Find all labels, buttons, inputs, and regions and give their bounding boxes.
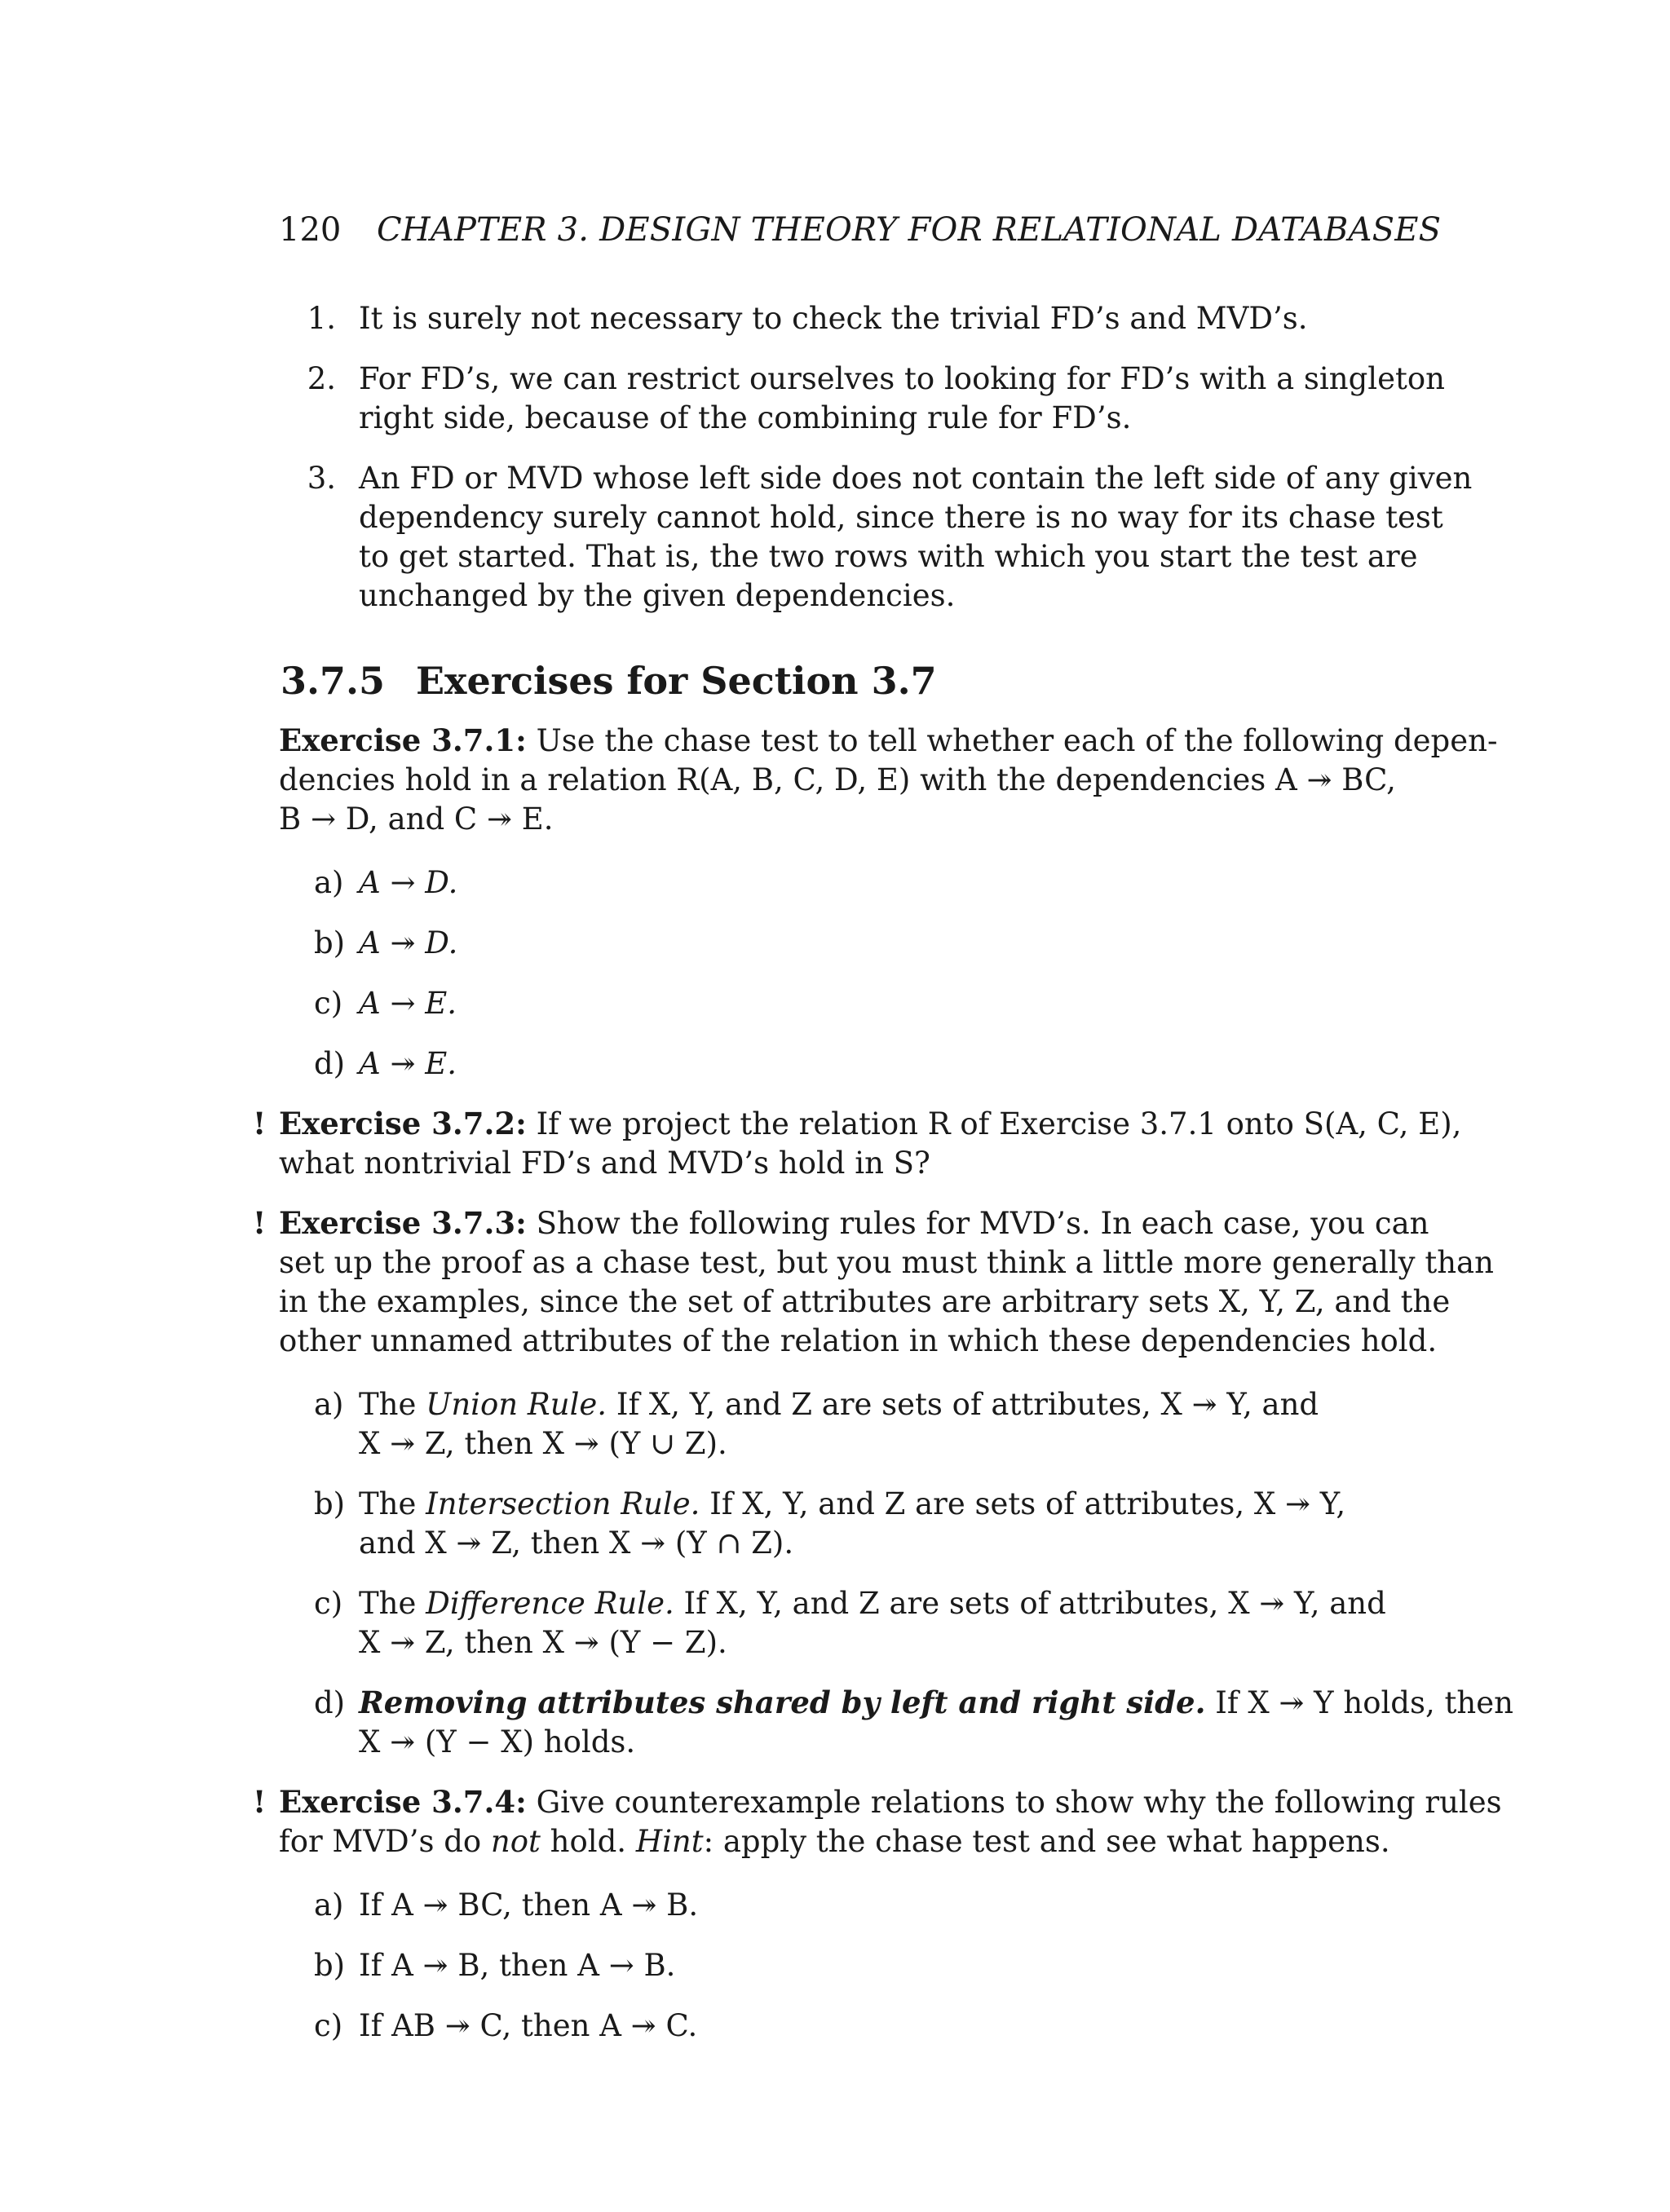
subitem-text-pre: The (359, 1486, 426, 1521)
subitem-label: a) (314, 1887, 344, 1923)
subitem-text: X ↠ (Y − X) holds. (359, 1724, 636, 1759)
subitem-text-pre: The (359, 1586, 426, 1621)
subitem-text (359, 1387, 1319, 1422)
exercise-text: B → D, and C ↠ E. (279, 801, 554, 837)
list-item-text: right side, because of the combining rule for FD’s. (359, 400, 1132, 435)
rule-name: Intersection Rule. (426, 1486, 700, 1521)
subitem-text (359, 1684, 1513, 1720)
exercise-text: If we project the relation R of Exercise 3.7.1 onto S(A, C, E), (536, 1106, 1462, 1141)
exercise-label: Exercise 3.7.4: (279, 1784, 527, 1820)
rule-name: Removing attributes shared by left and right side. (359, 1684, 1206, 1720)
subitem-text: If A ↠ BC, then A ↠ B. (359, 1887, 699, 1923)
text-run: for MVD’s do (279, 1824, 491, 1859)
exercise-label: Exercise 3.7.1: (279, 722, 527, 758)
chapter-title: CHAPTER 3. DESIGN THEORY FOR RELATIONAL DATABASES (377, 211, 1442, 249)
subitem-label: b) (314, 1486, 346, 1521)
subitem-text: If A ↠ B, then A → B. (359, 1948, 676, 1983)
subitem-text-rest: If X, Y, and Z are sets of attributes, X ↠ Y, and (674, 1586, 1386, 1621)
exercise-3-7-3 (279, 1205, 1429, 1241)
exercise-text: Give counterexample relations to show why the following rules (536, 1785, 1502, 1820)
exercise-text (279, 1826, 1390, 1857)
list-item-text: An FD or MVD whose left side does not contain the left side of any given (359, 461, 1473, 496)
list-item-number: 1. (307, 301, 336, 336)
subitem-text-rest: If X, Y, and Z are sets of attributes, X ↠ Y, (700, 1486, 1346, 1521)
exercise-3-7-1 (279, 722, 1498, 758)
subitem-text: A → D. (359, 865, 458, 900)
list-item-text: dependency surely cannot hold, since there is no way for its chase test (359, 500, 1443, 535)
subitem-text: A ↠ E. (359, 1046, 457, 1081)
list-item-text: to get started. That is, the two rows with which you start the test are (359, 539, 1418, 574)
section-number: 3.7.5 (281, 659, 386, 703)
section-title: Exercises for Section 3.7 (416, 659, 937, 703)
rule-name: Difference Rule. (426, 1586, 674, 1621)
list-item-text: unchanged by the given dependencies. (359, 578, 956, 613)
exercise-text: what nontrivial FD’s and MVD’s hold in S? (279, 1146, 930, 1181)
subitem-label: a) (314, 1387, 344, 1422)
exercise-text: Use the chase test to tell whether each of the following depen- (536, 723, 1498, 758)
subitem-text-rest: If X, Y, and Z are sets of attributes, X ↠ Y, and (607, 1387, 1319, 1422)
list-item-number: 3. (307, 461, 336, 496)
rule-name: Union Rule. (426, 1387, 607, 1422)
difficulty-mark: ! (253, 1784, 267, 1820)
list-item-text: For FD’s, we can restrict ourselves to looking for FD’s with a singleton (359, 361, 1445, 396)
exercise-text: other unnamed attributes of the relation in which these dependencies hold. (279, 1323, 1438, 1358)
subitem-label: a) (314, 865, 344, 900)
exercise-text: dencies hold in a relation R(A, B, C, D, E) with the dependencies A ↠ BC, (279, 762, 1396, 797)
subitem-label: c) (314, 986, 343, 1021)
subitem-text: and X ↠ Z, then X ↠ (Y ∩ Z). (359, 1525, 794, 1561)
subitem-text-pre: The (359, 1387, 426, 1422)
subitem-text: A ↠ D. (359, 925, 458, 960)
subitem-label: d) (314, 1685, 346, 1720)
subitem-text: If AB ↠ C, then A ↠ C. (359, 2008, 698, 2043)
subitem-label: b) (314, 925, 346, 960)
subitem-text-rest: If X ↠ Y holds, then (1205, 1685, 1513, 1720)
subitem-text: X ↠ Z, then X ↠ (Y − Z). (359, 1625, 727, 1660)
text-run: hold. (540, 1824, 636, 1859)
exercise-text: in the examples, since the set of attributes are arbitrary sets X, Y, Z, and the (279, 1284, 1451, 1319)
difficulty-mark: ! (253, 1205, 267, 1241)
subitem-label: d) (314, 1046, 346, 1081)
subitem-text: X ↠ Z, then X ↠ (Y ∪ Z). (359, 1426, 727, 1461)
exercise-label: Exercise 3.7.2: (279, 1106, 527, 1141)
subitem-text (359, 1586, 1386, 1621)
subitem-label: b) (314, 1948, 346, 1983)
list-item-text: It is surely not necessary to check the trivial FD’s and MVD’s. (359, 301, 1308, 336)
exercise-3-7-2 (279, 1106, 1462, 1141)
hint-label: Hint (635, 1824, 704, 1859)
emphasis-not: not (490, 1824, 541, 1859)
page-number: 120 (279, 211, 342, 249)
exercise-text: set up the proof as a chase test, but you must think a little more generally than (279, 1245, 1494, 1280)
exercise-label: Exercise 3.7.3: (279, 1205, 527, 1241)
exercise-3-7-4 (279, 1784, 1502, 1820)
subitem-label: c) (314, 1586, 343, 1621)
difficulty-mark: ! (253, 1106, 267, 1141)
text-run: : apply the chase test and see what happens. (703, 1824, 1390, 1859)
exercise-text: Show the following rules for MVD’s. In each case, you can (536, 1206, 1429, 1241)
subitem-label: c) (314, 2008, 343, 2043)
subitem-text (359, 1486, 1346, 1521)
subitem-text: A → E. (359, 986, 457, 1021)
list-item-number: 2. (307, 361, 336, 396)
